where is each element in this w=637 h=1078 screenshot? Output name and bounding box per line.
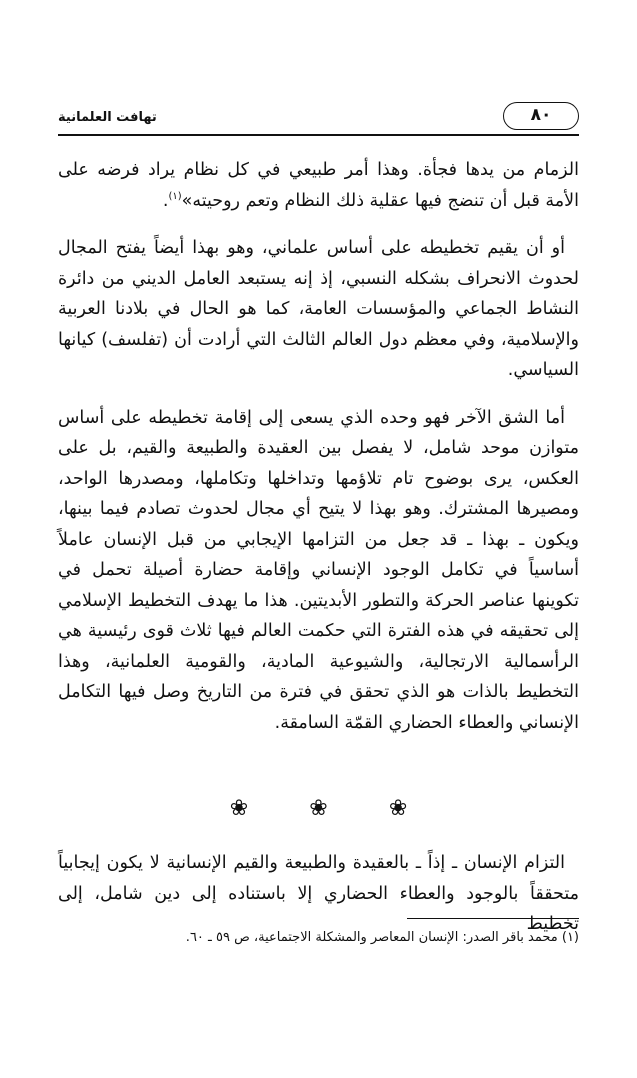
ornament-icon: ❀ (388, 796, 408, 821)
main-text (58, 155, 579, 755)
running-title: تهافت العلمانية (58, 110, 157, 125)
paragraph-1 (58, 155, 579, 216)
footnote: (١) محمد باقر الصدر: الإنسان المعاصر والمشكلة الاجتماعية، ص ٥٩ ـ ٦٠. (185, 930, 579, 945)
ornament-icon: ❀ (309, 796, 328, 821)
page-header (58, 100, 579, 136)
footnote-rule (407, 918, 579, 919)
footnote-reference: (١) (168, 190, 182, 202)
paragraph-1-text: الزمام من يدها فجأة. وهذا أمر طبيعي في كل نظام يراد فرضه على الأمة قبل أن تنضج فيها عقلية ذلك النظام وتعم روحيته» (58, 160, 579, 211)
ornament-icon: ❀ (229, 796, 249, 821)
paragraph-4: التزام الإنسان ـ إذاً ـ بالعقيدة والطبيعة والقيم الإنسانية لا يكون إيجابياً متحققاً بالوجود والعطاء الحضاري إلا باستناده إلى دين شامل، إلى تخطيط (58, 853, 579, 934)
header-rule (58, 134, 579, 136)
section-separator (0, 796, 637, 821)
paragraph-2: أو أن يقيم تخطيطه على أساس علماني، وهو بهذا أيضاً يفتح المجال لحدوث الانحراف بشكله النسبي، إذ إنه يستبعد العامل الديني من دائرة النشاط الجماعي والمؤسسات العامة، كما هو الحال في بلادنا العربية والإسلامية، وفي معظم دول العالم الثالث التي أرادت أن (تفلسف) كيانها السياسي. (58, 238, 579, 380)
page-number: ٨٠ (503, 102, 579, 130)
paragraph-1-end: . (162, 190, 169, 211)
paragraph-3: أما الشق الآخر فهو وحده الذي يسعى إلى إقامة تخطيطه على أساس متوازن موحد شامل، لا يفصل بين العقيدة والطبيعة والقيم، بل على العكس، يرى بوضوح تام تلاؤمها وتداخلها وتكاملها، ومصدرها الواحد، ومصيرها المشترك. وهو بهذا لا يتيح أي مجال لحدوث تصادم فيما بينها، ويكون ـ بهذا ـ قد جعل من التزامها الإيجابي من قبل الإنسان عاملاً أساسياً في تكامل الوجود الإنساني وإقامة حضارة أصيلة تحمل في تكوينها عناصر الحركة والتطور الأبديتين. هذا ما يهدف التخطيط الإسلامي إلى تحقيقه في هذه الفترة التي حكمت العالم فيها ثلاث قوى رئيسية هي الرأسمالية الارتجالية، والشيوعية المادية، والقومية العلمانية، وهذا التخطيط بالذات هو الذي تحقق في فترة من التاريخ وصل فيها التكامل الإنساني والعطاء الحضاري القمّة السامقة. (58, 407, 579, 733)
